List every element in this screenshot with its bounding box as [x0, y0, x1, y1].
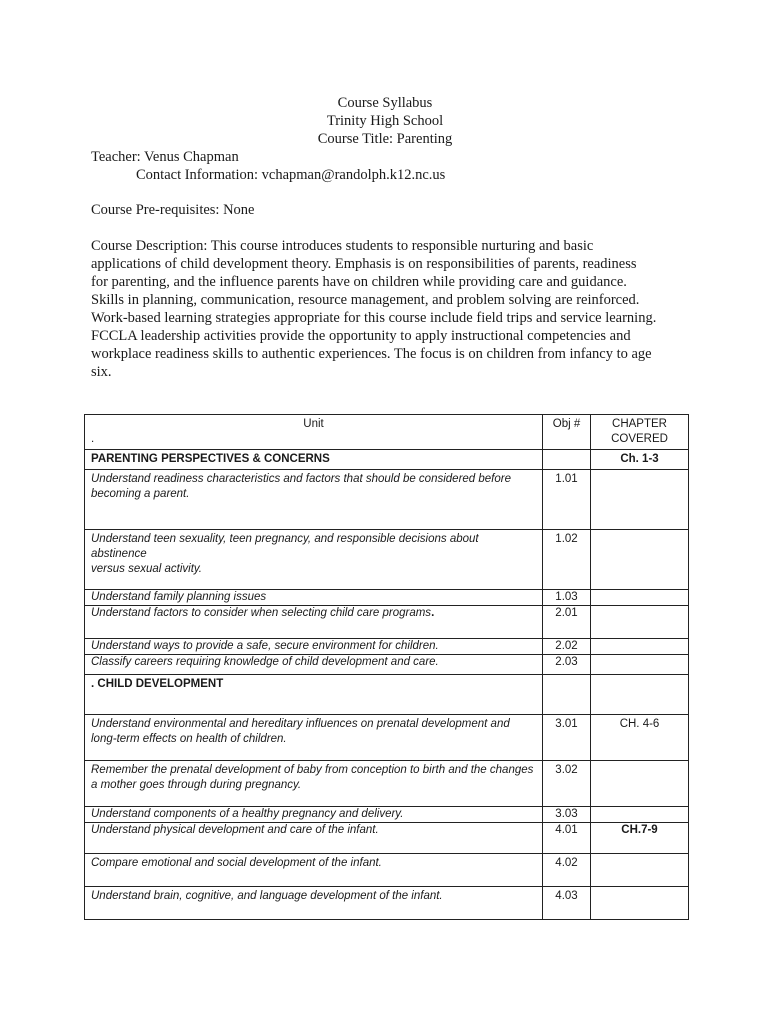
- chapter-cell: [591, 807, 689, 823]
- chapter-cell: [591, 530, 689, 590]
- table-row: [85, 590, 689, 606]
- description-line: applications of child development theory. Emphasis is on responsibilities of parents, readiness: [91, 256, 637, 272]
- obj-cell: 3.01: [543, 715, 591, 761]
- section-title-child-development: . CHILD DEVELOPMENT: [85, 675, 543, 715]
- chapter-cell: [591, 887, 689, 920]
- section-title-parenting: PARENTING PERSPECTIVES & CONCERNS: [85, 450, 543, 470]
- description-line: workplace readiness skills to authentic experiences. The focus is on children from infancy to age: [91, 346, 652, 362]
- unit-header-cell: [85, 415, 543, 450]
- table-row: [85, 470, 689, 530]
- teacher-name: Teacher: Venus Chapman: [91, 149, 239, 165]
- unit-cell: Understand ways to provide a safe, secure environment for children.: [85, 639, 543, 655]
- unit-text: Understand factors to consider when selecting child care programs: [91, 607, 432, 619]
- obj-cell: 4.02: [543, 854, 591, 887]
- units-table: [84, 414, 689, 920]
- table-row: [85, 823, 689, 854]
- chapter-cell: [591, 761, 689, 807]
- obj-cell: [543, 675, 591, 715]
- table-row: [85, 606, 689, 639]
- unit-cell: Remember the prenatal development of baby from conception to birth and the changes a mother goes through during pregnancy.: [85, 761, 543, 807]
- chapter-cell: [591, 675, 689, 715]
- chapter-cell: [591, 590, 689, 606]
- unit-cell: Understand readiness characteristics and factors that should be considered before becoming a parent.: [85, 470, 543, 530]
- unit-cell: Classify careers requiring knowledge of child development and care.: [85, 655, 543, 675]
- description-line: six.: [91, 364, 112, 380]
- table-row: [85, 530, 689, 590]
- course-description: [91, 237, 691, 381]
- section-row: [85, 675, 689, 715]
- description-line: Work-based learning strategies appropriate for this course include field trips and service learning.: [91, 310, 657, 326]
- obj-cell: 1.01: [543, 470, 591, 530]
- description-line: Skills in planning, communication, resource management, and problem solving are reinforced.: [91, 292, 640, 308]
- table-row: [85, 715, 689, 761]
- obj-cell: 4.03: [543, 887, 591, 920]
- obj-cell: 2.02: [543, 639, 591, 655]
- header-line-1: Course Syllabus: [337, 95, 433, 111]
- table-row: [85, 639, 689, 655]
- obj-cell: 3.03: [543, 807, 591, 823]
- table-row: [85, 854, 689, 887]
- chapter-cell: [591, 606, 689, 639]
- chapter-cell: [591, 639, 689, 655]
- chapter-cell: [591, 655, 689, 675]
- obj-header: Obj #: [543, 415, 591, 450]
- unit-text-period: .: [431, 607, 435, 619]
- unit-header: Unit: [303, 418, 324, 430]
- unit-cell: Understand physical development and care of the infant.: [85, 823, 543, 854]
- obj-cell: 3.02: [543, 761, 591, 807]
- chapter-cell: CH.7-9: [591, 823, 689, 854]
- unit-cell: Understand environmental and hereditary influences on prenatal development and long-term effects on health of children.: [85, 715, 543, 761]
- table-row: [85, 807, 689, 823]
- obj-cell: [543, 450, 591, 470]
- obj-cell: 1.03: [543, 590, 591, 606]
- contact-information: Contact Information: vchapman@randolph.k12.nc.us: [136, 167, 446, 183]
- section-row: [85, 450, 689, 470]
- description-line: FCCLA leadership activities provide the opportunity to apply instructional competencies and: [91, 328, 631, 344]
- unit-cell: Understand components of a healthy pregnancy and delivery.: [85, 807, 543, 823]
- unit-text-continued: versus sexual activity.: [91, 563, 202, 575]
- chapter-cell: [591, 854, 689, 887]
- unit-cell: Understand brain, cognitive, and language development of the infant.: [85, 887, 543, 920]
- unit-cell: Understand family planning issues: [85, 590, 543, 606]
- obj-cell: 2.01: [543, 606, 591, 639]
- chapter-cell: [591, 470, 689, 530]
- description-line: Course Description: This course introduces students to responsible nurturing and basic: [91, 238, 594, 254]
- unit-cell: [85, 530, 543, 590]
- table-row: [85, 761, 689, 807]
- unit-text: Understand teen sexuality, teen pregnancy, and responsible decisions about abstinence: [91, 533, 479, 560]
- unit-cell: Compare emotional and social development of the infant.: [85, 854, 543, 887]
- course-title: Course Title: Parenting: [317, 131, 453, 147]
- unit-header-dot: .: [91, 433, 95, 445]
- unit-cell: [85, 606, 543, 639]
- table-header-row: [85, 415, 689, 450]
- description-line: for parenting, and the influence parents have on children while providing care and guidance.: [91, 274, 627, 290]
- course-prerequisites: Course Pre-requisites: None: [91, 202, 255, 218]
- section-chapter-parenting: Ch. 1-3: [591, 450, 689, 470]
- chapter-cell: CH. 4-6: [591, 715, 689, 761]
- syllabus-header: [0, 94, 770, 148]
- obj-cell: 2.03: [543, 655, 591, 675]
- chapter-header: CHAPTER COVERED: [591, 415, 689, 450]
- obj-cell: 1.02: [543, 530, 591, 590]
- table-row: [85, 655, 689, 675]
- table-row: [85, 887, 689, 920]
- header-line-2: Trinity High School: [326, 113, 444, 129]
- obj-cell: 4.01: [543, 823, 591, 854]
